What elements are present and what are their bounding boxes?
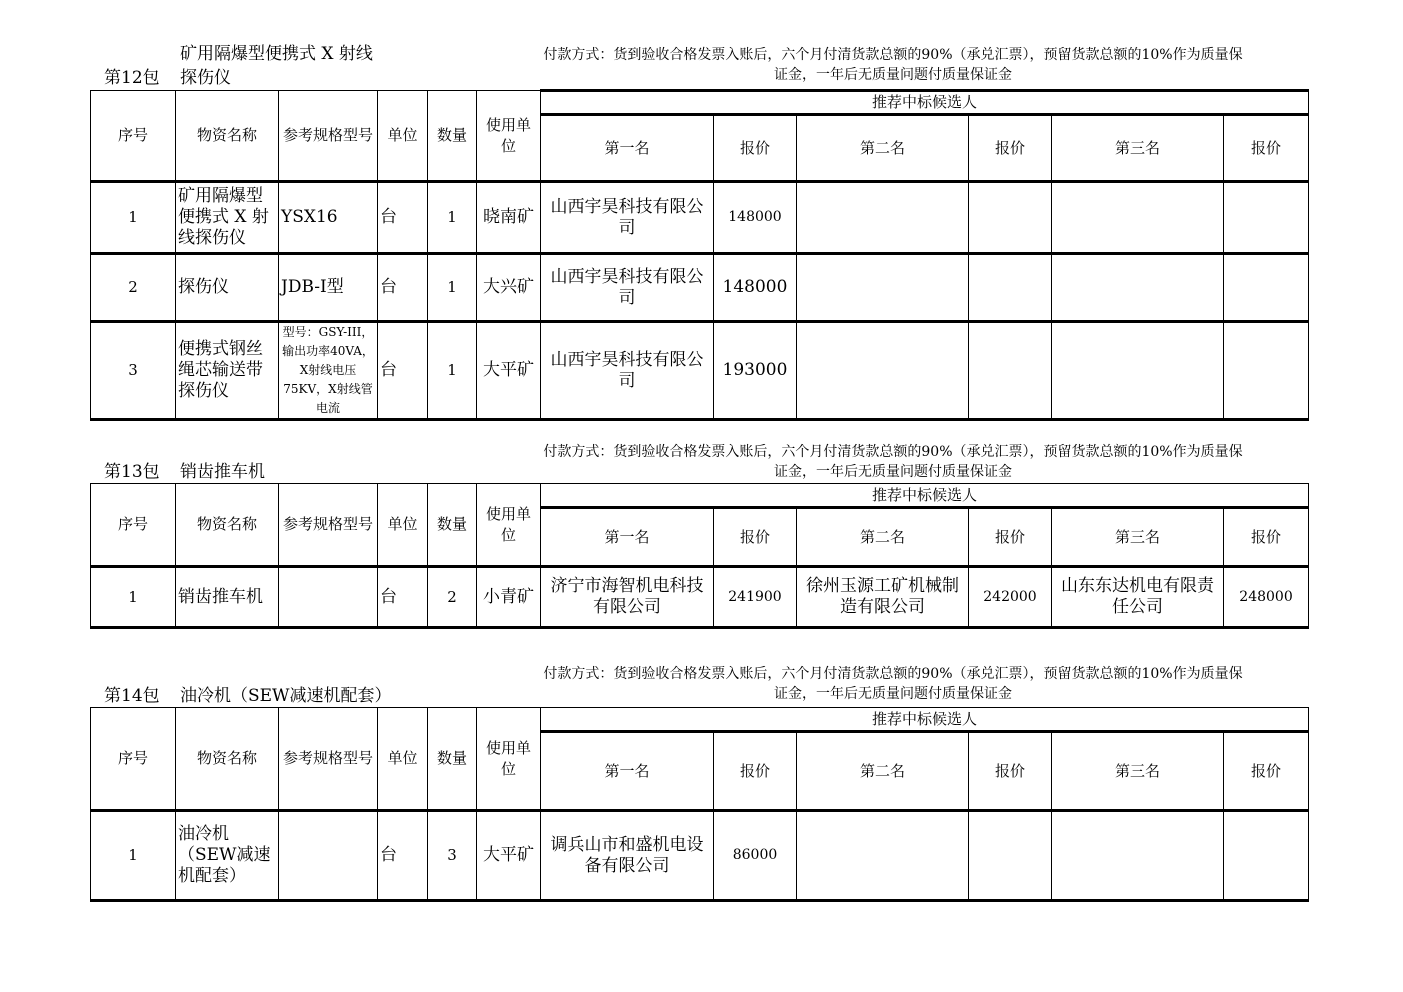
cell-price2 — [969, 182, 1052, 254]
header-unit: 单位 — [378, 708, 428, 811]
payment-line-2: 证金，一年后无质量问题付质量保证金 — [774, 686, 1012, 702]
header-no: 序号 — [91, 708, 176, 811]
cell-name: 销齿推车机 — [176, 567, 279, 628]
cell-unit: 台 — [378, 567, 428, 628]
cell-no: 1 — [91, 811, 176, 901]
package-13-payment-terms — [480, 442, 1306, 482]
cell-user: 大平矿 — [477, 322, 541, 420]
header-user: 使用单位 — [477, 708, 541, 811]
header-price1: 报价 — [714, 732, 797, 811]
package-12-title-line2: 探伤仪 — [180, 68, 231, 88]
header-user: 使用单位 — [477, 91, 541, 182]
header-third: 第三名 — [1052, 508, 1224, 567]
header-qty: 数量 — [428, 708, 477, 811]
cell-qty: 3 — [428, 811, 477, 901]
cell-second — [797, 254, 969, 322]
header-price3: 报价 — [1224, 115, 1309, 182]
header-candidates: 推荐中标候选人 — [541, 708, 1309, 732]
package-12-payment-terms — [480, 45, 1306, 85]
cell-price1: 193000 — [714, 322, 797, 420]
cell-user: 大平矿 — [477, 811, 541, 901]
cell-name: 油冷机（SEW减速机配套） — [176, 811, 279, 901]
header-price2: 报价 — [969, 732, 1052, 811]
cell-price3 — [1224, 254, 1309, 322]
cell-spec — [279, 567, 378, 628]
package-14-payment-terms — [480, 664, 1306, 704]
package-12-title-line1: 矿用隔爆型便携式 X 射线 — [180, 44, 373, 64]
header-unit: 单位 — [378, 91, 428, 182]
header-name: 物资名称 — [176, 91, 279, 182]
cell-unit: 台 — [378, 811, 428, 901]
payment-line-1: 付款方式：货到验收合格发票入账后，六个月付清货款总额的90%（承兑汇票），预留货款总额的10%作为质量保 — [543, 666, 1243, 682]
package-13-table — [90, 483, 1309, 629]
header-price3: 报价 — [1224, 732, 1309, 811]
cell-price2 — [969, 811, 1052, 901]
package-12-table — [90, 89, 1309, 421]
payment-line-2: 证金，一年后无质量问题付质量保证金 — [774, 464, 1012, 480]
package-14-prefix: 第14包 — [104, 686, 160, 706]
header-second: 第二名 — [797, 115, 969, 182]
cell-spec: JDB-I型 — [279, 254, 378, 322]
header-qty: 数量 — [428, 484, 477, 567]
header-second: 第二名 — [797, 732, 969, 811]
cell-first: 山西宇昊科技有限公司 — [541, 182, 714, 254]
cell-price3: 248000 — [1224, 567, 1309, 628]
cell-unit: 台 — [378, 182, 428, 254]
cell-qty: 2 — [428, 567, 477, 628]
table-row — [91, 567, 1309, 628]
cell-no: 3 — [91, 322, 176, 420]
cell-price1: 86000 — [714, 811, 797, 901]
cell-qty: 1 — [428, 322, 477, 420]
table-row — [91, 254, 1309, 322]
cell-no: 1 — [91, 567, 176, 628]
header-spec: 参考规格型号 — [279, 484, 378, 567]
package-13-title: 销齿推车机 — [180, 462, 265, 482]
header-no: 序号 — [91, 484, 176, 567]
cell-user: 小青矿 — [477, 567, 541, 628]
header-price1: 报价 — [714, 115, 797, 182]
cell-second — [797, 811, 969, 901]
cell-price1: 148000 — [714, 182, 797, 254]
package-12-prefix: 第12包 — [104, 68, 160, 88]
cell-first: 调兵山市和盛机电设备有限公司 — [541, 811, 714, 901]
cell-third — [1052, 254, 1224, 322]
cell-name: 便携式钢丝绳芯输送带探伤仪 — [176, 322, 279, 420]
header-spec: 参考规格型号 — [279, 708, 378, 811]
header-second: 第二名 — [797, 508, 969, 567]
header-name: 物资名称 — [176, 708, 279, 811]
header-third: 第三名 — [1052, 115, 1224, 182]
cell-price1: 241900 — [714, 567, 797, 628]
cell-second: 徐州玉源工矿机械制造有限公司 — [797, 567, 969, 628]
payment-line-1: 付款方式：货到验收合格发票入账后，六个月付清货款总额的90%（承兑汇票），预留货款总额的10%作为质量保 — [543, 444, 1243, 460]
cell-price2: 242000 — [969, 567, 1052, 628]
package-14-title: 油冷机（SEW减速机配套） — [180, 686, 392, 706]
cell-third: 山东东达机电有限责任公司 — [1052, 567, 1224, 628]
cell-third — [1052, 182, 1224, 254]
cell-price3 — [1224, 182, 1309, 254]
cell-spec — [279, 811, 378, 901]
header-candidates: 推荐中标候选人 — [541, 484, 1309, 508]
package-13-prefix: 第13包 — [104, 462, 160, 482]
table-row — [91, 811, 1309, 901]
cell-no: 2 — [91, 254, 176, 322]
header-third: 第三名 — [1052, 732, 1224, 811]
cell-price3 — [1224, 322, 1309, 420]
cell-first: 济宁市海智机电科技有限公司 — [541, 567, 714, 628]
cell-spec: 型号：GSY-III，输出功率40VA，X射线电压75KV，X射线管电流 — [279, 322, 378, 420]
header-user: 使用单位 — [477, 484, 541, 567]
cell-first: 山西宇昊科技有限公司 — [541, 254, 714, 322]
header-first: 第一名 — [541, 508, 714, 567]
cell-name: 矿用隔爆型便携式 X 射线探伤仪 — [176, 182, 279, 254]
header-first: 第一名 — [541, 115, 714, 182]
header-no: 序号 — [91, 91, 176, 182]
table-row — [91, 322, 1309, 420]
cell-price3 — [1224, 811, 1309, 901]
cell-qty: 1 — [428, 182, 477, 254]
header-spec: 参考规格型号 — [279, 91, 378, 182]
cell-price2 — [969, 254, 1052, 322]
cell-price1: 148000 — [714, 254, 797, 322]
cell-unit: 台 — [378, 322, 428, 420]
header-first: 第一名 — [541, 732, 714, 811]
cell-third — [1052, 811, 1224, 901]
header-price2: 报价 — [969, 508, 1052, 567]
header-qty: 数量 — [428, 91, 477, 182]
header-price2: 报价 — [969, 115, 1052, 182]
cell-user: 晓南矿 — [477, 182, 541, 254]
header-price1: 报价 — [714, 508, 797, 567]
header-unit: 单位 — [378, 484, 428, 567]
cell-price2 — [969, 322, 1052, 420]
package-14-table — [90, 707, 1309, 902]
cell-no: 1 — [91, 182, 176, 254]
cell-qty: 1 — [428, 254, 477, 322]
payment-line-2: 证金，一年后无质量问题付质量保证金 — [774, 67, 1012, 83]
header-name: 物资名称 — [176, 484, 279, 567]
payment-line-1: 付款方式：货到验收合格发票入账后，六个月付清货款总额的90%（承兑汇票），预留货款总额的10%作为质量保 — [543, 47, 1243, 63]
cell-first: 山西宇昊科技有限公司 — [541, 322, 714, 420]
cell-third — [1052, 322, 1224, 420]
header-price3: 报价 — [1224, 508, 1309, 567]
cell-second — [797, 182, 969, 254]
cell-second — [797, 322, 969, 420]
cell-user: 大兴矿 — [477, 254, 541, 322]
header-candidates: 推荐中标候选人 — [541, 91, 1309, 115]
table-row — [91, 182, 1309, 254]
cell-unit: 台 — [378, 254, 428, 322]
cell-spec: YSX16 — [279, 182, 378, 254]
cell-name: 探伤仪 — [176, 254, 279, 322]
